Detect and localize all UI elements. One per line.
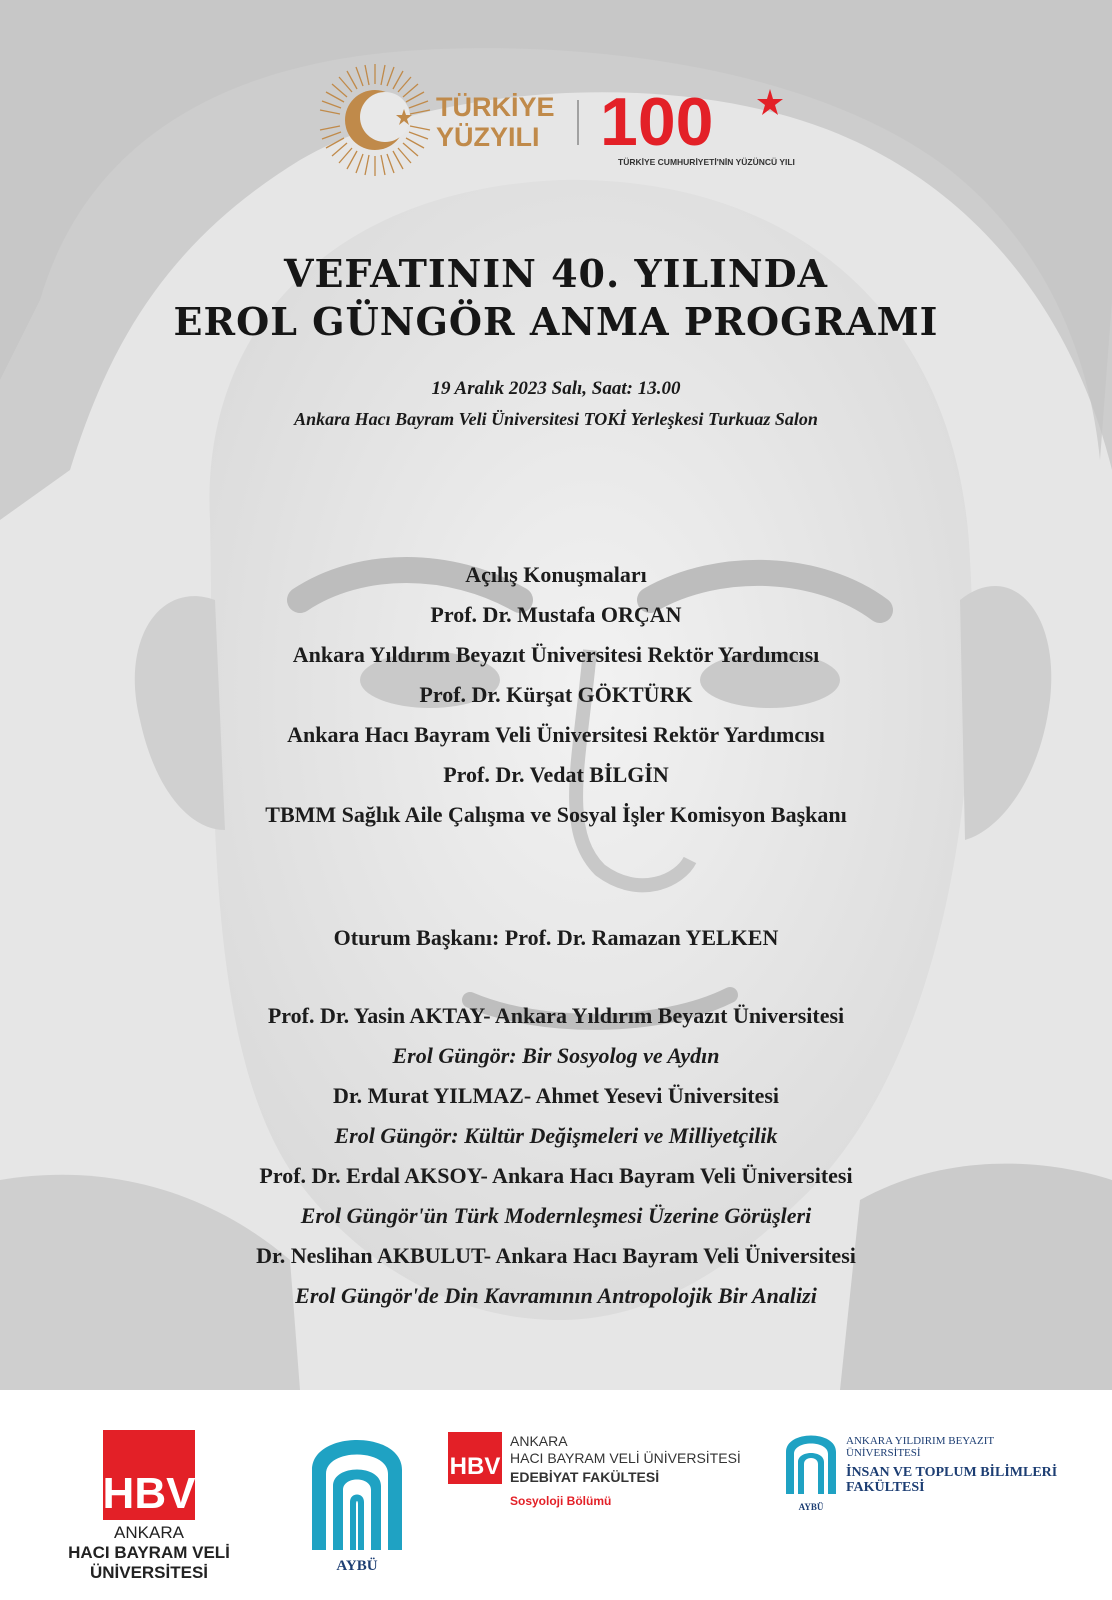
turkiye-yuzyili-logo xyxy=(320,64,555,176)
centennial-logo xyxy=(600,84,795,167)
aybu-label: AYBÜ xyxy=(336,1558,378,1574)
event-venue: Ankara Hacı Bayram Veli Üniversitesi TOKİ Yerleşkesi Turkuaz Salon xyxy=(294,409,818,429)
centennial-number: 100 xyxy=(600,84,714,160)
edebiyat-mark: HBV xyxy=(449,1453,501,1480)
edebiyat-line-2: HACI BAYRAM VELİ ÜNİVERSİTESİ xyxy=(510,1450,741,1466)
speaker-role: TBMM Sağlık Aile Çalışma ve Sosyal İşler Komisyon Başkanı xyxy=(265,802,847,827)
top-logos xyxy=(0,55,1112,185)
event-date-time: 19 Aralık 2023 Salı, Saat: 13.00 xyxy=(431,378,681,399)
itbf-line-3: İNSAN VE TOPLUM BİLİMLERİ xyxy=(846,1465,1058,1480)
edebiyat-line-3: EDEBİYAT FAKÜLTESİ xyxy=(510,1469,660,1485)
yuzyili-word: YÜZYILI xyxy=(436,122,540,152)
edebiyat-line-1: ANKARA xyxy=(510,1433,568,1449)
turkiye-word: TÜRKİYE xyxy=(436,92,555,122)
talk-topic: Erol Güngör: Kültür Değişmeleri ve Milliyetçilik xyxy=(334,1123,778,1148)
hbv-line-1: ANKARA xyxy=(114,1523,184,1542)
footer-logos xyxy=(0,1390,1112,1600)
talk-speaker: Dr. Murat YILMAZ- Ahmet Yesevi Üniversitesi xyxy=(332,1083,780,1108)
hbv-line-3: ÜNİVERSİTESİ xyxy=(89,1563,209,1582)
session-talks xyxy=(0,996,1112,1316)
speaker-role: Ankara Hacı Bayram Veli Üniversitesi Rektör Yardımcısı xyxy=(287,722,825,747)
centennial-caption: TÜRKİYE CUMHURİYETİ'NİN YÜZÜNCÜ YILI xyxy=(618,157,795,167)
edebiyat-line-4: Sosyoloji Bölümü xyxy=(510,1494,612,1508)
itbf-badge: AYBÜ xyxy=(798,1502,824,1512)
hbv-line-2: HACI BAYRAM VELİ xyxy=(68,1543,230,1562)
speaker-name: Prof. Dr. Mustafa ORÇAN xyxy=(430,602,682,627)
hbv-mark: HBV xyxy=(102,1469,196,1518)
talk-topic: Erol Güngör: Bir Sosyolog ve Aydın xyxy=(392,1043,720,1068)
talk-speaker: Dr. Neslihan AKBULUT- Ankara Hacı Bayram Veli Üniversitesi xyxy=(256,1243,856,1268)
itbf-line-2: ÜNİVERSİTESİ xyxy=(846,1447,921,1459)
itbf-line-4: FAKÜLTESİ xyxy=(846,1480,925,1495)
star-icon xyxy=(757,89,783,115)
event-title xyxy=(0,250,1112,346)
title-line-1: VEFATININ 40. YILINDA xyxy=(283,251,829,296)
crescent-star-icon xyxy=(345,90,412,150)
opening-heading: Açılış Konuşmaları xyxy=(465,562,647,587)
talk-speaker: Prof. Dr. Yasin AKTAY- Ankara Yıldırım Beyazıt Üniversitesi xyxy=(267,1003,845,1028)
talk-topic: Erol Güngör'ün Türk Modernleşmesi Üzerine Görüşleri xyxy=(300,1203,812,1228)
speaker-name: Prof. Dr. Kürşat GÖKTÜRK xyxy=(419,682,693,707)
event-meta xyxy=(0,374,1112,434)
opening-speeches xyxy=(0,555,1112,835)
talk-topic: Erol Güngör'de Din Kavramının Antropolojik Bir Analizi xyxy=(295,1283,817,1308)
title-line-2: EROL GÜNGÖR ANMA PROGRAMI xyxy=(173,299,939,344)
speaker-role: Ankara Yıldırım Beyazıt Üniversitesi Rektör Yardımcısı xyxy=(292,642,820,667)
speaker-name: Prof. Dr. Vedat BİLGİN xyxy=(443,762,669,787)
talk-speaker: Prof. Dr. Erdal AKSOY- Ankara Hacı Bayram Veli Üniversitesi xyxy=(259,1163,853,1188)
itbf-line-1: ANKARA YILDIRIM BEYAZIT xyxy=(846,1435,995,1447)
session-chair: Oturum Başkanı: Prof. Dr. Ramazan YELKEN xyxy=(333,925,779,950)
